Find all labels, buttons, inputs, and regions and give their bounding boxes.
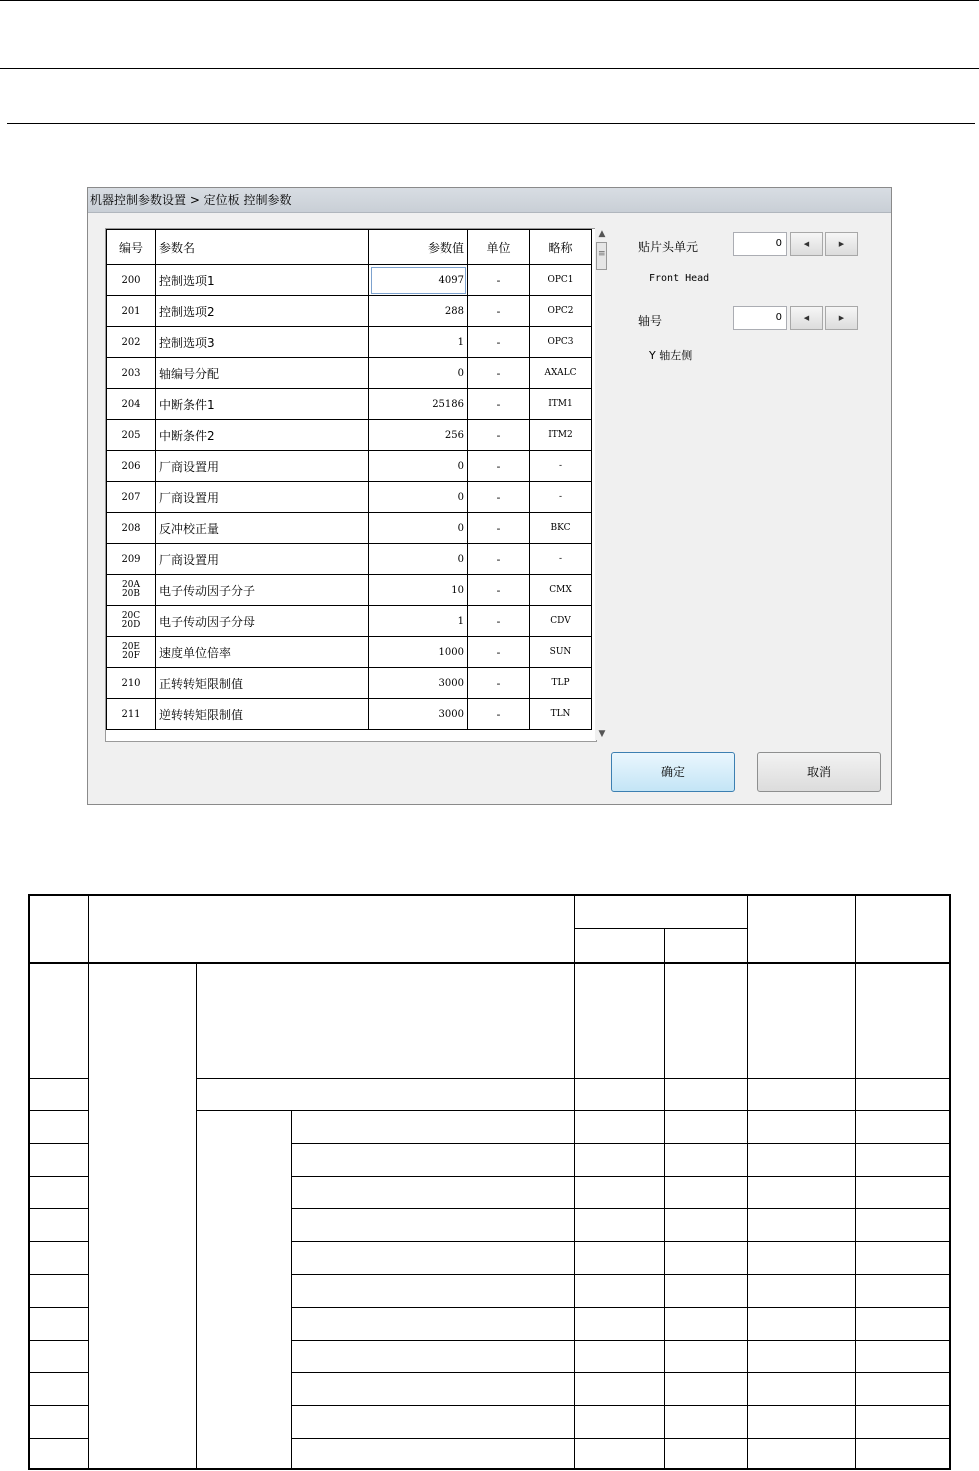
table-divider — [747, 896, 748, 1468]
param-abbr: ITM2 — [530, 420, 592, 451]
table-divider — [30, 1307, 88, 1308]
param-value-cell[interactable]: 10 — [369, 575, 468, 606]
table-row[interactable] — [107, 575, 592, 606]
param-value-cell[interactable]: 3000 — [369, 668, 468, 699]
param-unit: - — [468, 482, 530, 513]
param-name: 正转转矩限制值 — [156, 668, 369, 699]
param-unit: - — [468, 699, 530, 730]
param-abbr: OPC3 — [530, 327, 592, 358]
param-unit: - — [468, 637, 530, 668]
param-name: 反冲校正量 — [156, 513, 369, 544]
param-number: 208 — [107, 513, 156, 544]
col-header-abbr[interactable]: 略称 — [530, 230, 592, 265]
param-abbr: SUN — [530, 637, 592, 668]
parameter-dialog — [87, 187, 892, 805]
param-unit: - — [468, 575, 530, 606]
param-name: 中断条件1 — [156, 389, 369, 420]
table-divider — [30, 1438, 88, 1439]
param-number-line2: 20D — [121, 620, 141, 630]
head-unit-input[interactable]: 0 — [733, 232, 787, 256]
param-name: 控制选项1 — [156, 265, 369, 296]
table-divider — [88, 896, 89, 1468]
param-name: 厂商设置用 — [156, 482, 369, 513]
table-divider — [291, 1340, 949, 1341]
param-number: 202 — [107, 327, 156, 358]
param-value-cell[interactable]: 3000 — [369, 699, 468, 730]
caret-right-icon: ▶ — [838, 314, 845, 322]
table-row[interactable] — [107, 327, 592, 358]
param-unit: - — [468, 420, 530, 451]
param-number: 205 — [107, 420, 156, 451]
table-divider — [30, 1372, 88, 1373]
table-divider — [196, 964, 197, 1468]
table-row[interactable] — [107, 296, 592, 327]
param-number-line1: 20E — [121, 642, 141, 652]
param-value-cell[interactable]: 0 — [369, 544, 468, 575]
table-divider — [30, 1340, 88, 1341]
table-row[interactable] — [107, 637, 592, 668]
param-value-cell[interactable]: 4097 — [369, 265, 468, 296]
head-unit-next-button[interactable] — [825, 232, 858, 256]
param-name: 轴编号分配 — [156, 358, 369, 389]
table-row[interactable] — [107, 358, 592, 389]
param-unit: - — [468, 358, 530, 389]
axis-next-button[interactable] — [825, 306, 858, 330]
param-value-cell[interactable]: 1 — [369, 606, 468, 637]
header-rule-1 — [0, 68, 979, 69]
param-name: 控制选项2 — [156, 296, 369, 327]
parameter-grid[interactable] — [105, 228, 597, 742]
table-divider — [291, 1438, 949, 1439]
table-divider — [30, 1110, 88, 1111]
param-value-cell[interactable]: 1000 — [369, 637, 468, 668]
param-value-cell[interactable]: 0 — [369, 513, 468, 544]
param-abbr: ITM1 — [530, 389, 592, 420]
param-unit: - — [468, 513, 530, 544]
table-divider — [196, 1110, 949, 1111]
param-number: 211 — [107, 699, 156, 730]
table-divider — [30, 1143, 88, 1144]
head-unit-name: Front Head — [649, 273, 710, 284]
param-abbr: CDV — [530, 606, 592, 637]
table-row[interactable] — [107, 668, 592, 699]
param-value-cell[interactable]: 1 — [369, 327, 468, 358]
param-value-cell[interactable]: 25186 — [369, 389, 468, 420]
param-unit: - — [468, 327, 530, 358]
table-row[interactable] — [107, 389, 592, 420]
table-divider — [664, 928, 665, 1468]
param-value-cell[interactable]: 0 — [369, 358, 468, 389]
param-number: 206 — [107, 451, 156, 482]
param-name: 逆转转矩限制值 — [156, 699, 369, 730]
param-unit: - — [468, 544, 530, 575]
table-divider — [291, 1372, 949, 1373]
col-header-value[interactable]: 参数值 — [369, 230, 468, 265]
cancel-button[interactable]: 取消 — [757, 752, 881, 792]
table-divider — [291, 1143, 949, 1144]
col-header-unit[interactable]: 单位 — [468, 230, 530, 265]
table-divider — [291, 1241, 949, 1242]
param-name: 中断条件2 — [156, 420, 369, 451]
grid-header-row — [107, 230, 592, 265]
param-number: 210 — [107, 668, 156, 699]
param-unit: - — [468, 389, 530, 420]
table-row[interactable] — [107, 265, 592, 296]
param-unit: - — [468, 606, 530, 637]
param-number — [107, 606, 156, 637]
table-divider — [291, 1274, 949, 1275]
top-rule — [0, 0, 979, 1]
table-row[interactable] — [107, 451, 592, 482]
head-unit-label: 贴片头单元 — [638, 240, 699, 254]
table-row[interactable] — [107, 544, 592, 575]
caret-right-icon: ▶ — [838, 240, 845, 248]
param-number: 201 — [107, 296, 156, 327]
blank-form-table — [28, 894, 951, 1470]
table-divider — [291, 1405, 949, 1406]
param-abbr: BKC — [530, 513, 592, 544]
axis-prev-button[interactable] — [790, 306, 823, 330]
scroll-up-icon[interactable]: ▲ — [598, 229, 606, 239]
param-value-cell[interactable]: 288 — [369, 296, 468, 327]
table-divider — [574, 896, 575, 1468]
table-divider — [30, 1078, 88, 1079]
param-name: 电子传动因子分母 — [156, 606, 369, 637]
axis-input[interactable]: 0 — [733, 306, 787, 330]
param-unit: - — [468, 668, 530, 699]
param-value-cell[interactable]: 0 — [369, 482, 468, 513]
table-divider — [30, 962, 949, 964]
dialog-title: 机器控制参数设置 > 定位板 控制参数 — [88, 188, 891, 213]
table-row[interactable] — [107, 420, 592, 451]
param-number: 207 — [107, 482, 156, 513]
table-divider — [574, 928, 747, 929]
param-abbr: AXALC — [530, 358, 592, 389]
ok-button[interactable]: 确定 — [611, 752, 735, 792]
param-abbr: - — [530, 482, 592, 513]
param-value-cell[interactable]: 0 — [369, 451, 468, 482]
header-rule-2 — [7, 123, 975, 124]
param-abbr: OPC2 — [530, 296, 592, 327]
param-number: 203 — [107, 358, 156, 389]
param-number — [107, 637, 156, 668]
param-unit: - — [468, 296, 530, 327]
param-name: 厂商设置用 — [156, 544, 369, 575]
scroll-thumb[interactable] — [596, 242, 607, 270]
table-divider — [30, 1274, 88, 1275]
table-divider — [196, 1078, 949, 1079]
param-number-line2: 20F — [122, 651, 140, 661]
param-number — [107, 575, 156, 606]
table-divider — [30, 1208, 88, 1209]
param-name: 速度单位倍率 — [156, 637, 369, 668]
caret-left-icon: ◀ — [803, 314, 810, 322]
table-row[interactable] — [107, 482, 592, 513]
table-row[interactable] — [107, 699, 592, 730]
param-abbr: - — [530, 451, 592, 482]
param-number-line1: 20A — [122, 580, 140, 590]
param-name: 厂商设置用 — [156, 451, 369, 482]
table-divider — [30, 1176, 88, 1177]
param-name: 控制选项3 — [156, 327, 369, 358]
param-abbr: - — [530, 544, 592, 575]
param-abbr: TLP — [530, 668, 592, 699]
param-abbr: TLN — [530, 699, 592, 730]
axis-name: Y 轴左侧 — [649, 349, 693, 362]
head-unit-prev-button[interactable] — [790, 232, 823, 256]
param-abbr: CMX — [530, 575, 592, 606]
caret-left-icon: ◀ — [803, 240, 810, 248]
col-header-name[interactable]: 参数名 — [156, 230, 369, 265]
param-abbr: OPC1 — [530, 265, 592, 296]
grid-scrollbar[interactable] — [595, 228, 609, 740]
param-number: 209 — [107, 544, 156, 575]
param-number-line2: 20B — [121, 589, 141, 599]
table-divider — [291, 1176, 949, 1177]
param-number-line1: 20C — [121, 611, 141, 621]
param-number: 200 — [107, 265, 156, 296]
param-unit: - — [468, 265, 530, 296]
param-unit: - — [468, 451, 530, 482]
axis-label: 轴号 — [638, 314, 663, 328]
param-value-cell[interactable]: 256 — [369, 420, 468, 451]
table-divider — [30, 1405, 88, 1406]
col-header-no[interactable]: 编号 — [107, 230, 156, 265]
table-divider — [30, 1241, 88, 1242]
scroll-down-icon[interactable]: ▼ — [598, 729, 606, 739]
table-divider — [291, 1307, 949, 1308]
param-name: 电子传动因子分子 — [156, 575, 369, 606]
param-number: 204 — [107, 389, 156, 420]
table-divider — [291, 1208, 949, 1209]
table-row[interactable] — [107, 606, 592, 637]
table-divider — [855, 896, 856, 1468]
table-row[interactable] — [107, 513, 592, 544]
table-divider — [291, 1110, 292, 1468]
